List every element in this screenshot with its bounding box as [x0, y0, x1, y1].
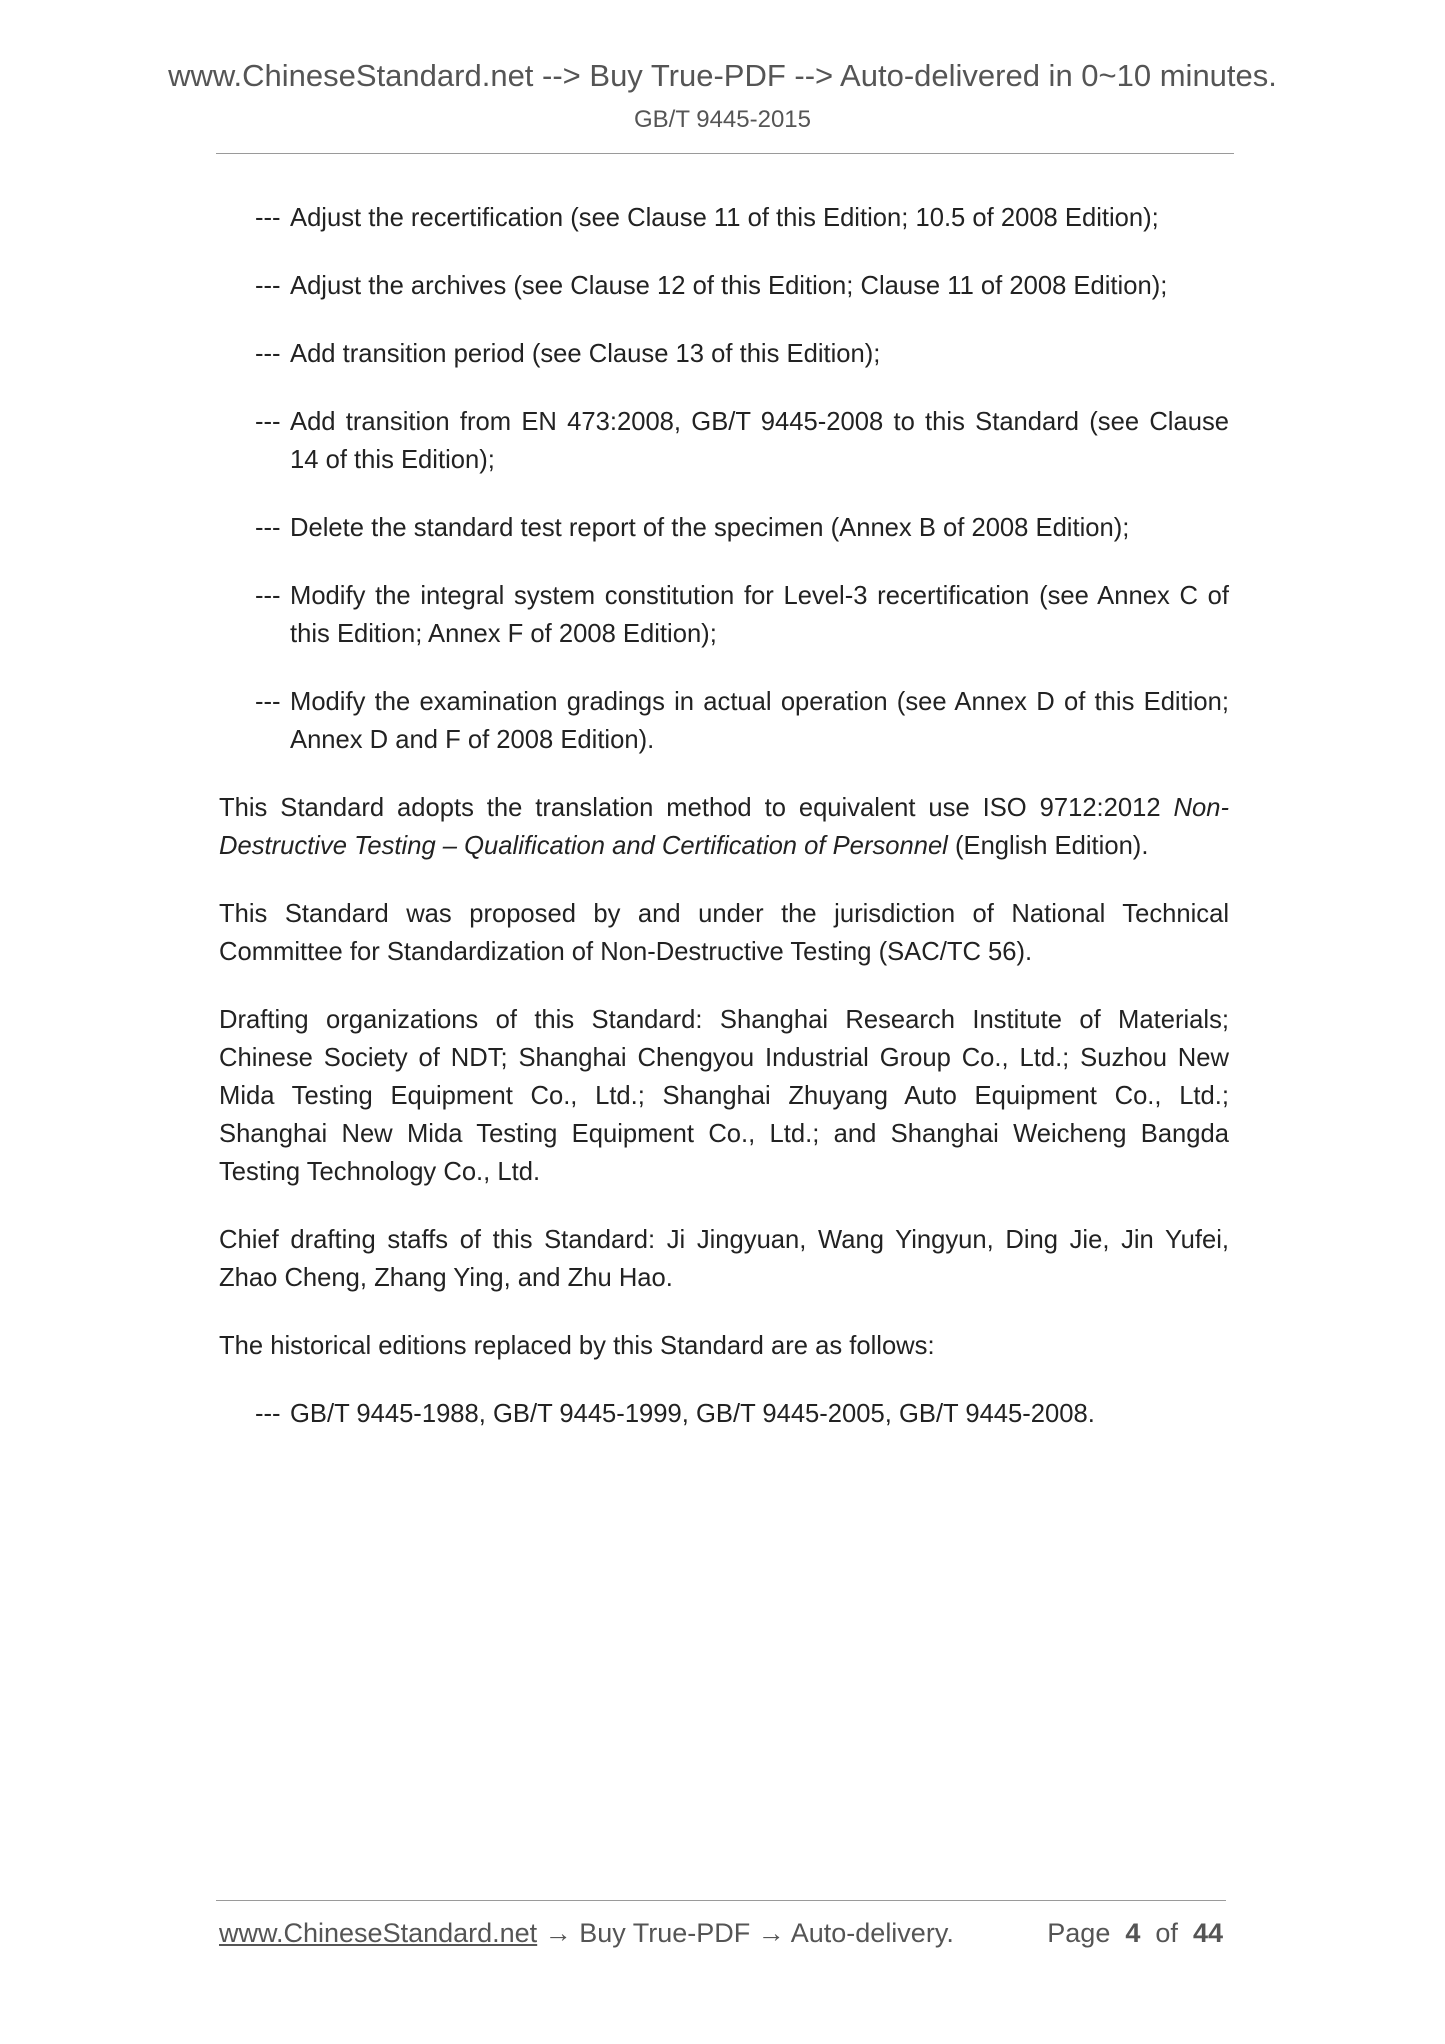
- list-item-text: Adjust the archives (see Clause 12 of this Edition; Clause 11 of 2008 Edition);: [290, 272, 1168, 300]
- page-number: 4: [1125, 1918, 1141, 1948]
- list-dash: ---: [255, 204, 281, 232]
- list-dash: ---: [255, 582, 281, 610]
- total-pages: 44: [1192, 1918, 1223, 1948]
- list-dash: ---: [255, 514, 281, 542]
- page-indicator: [1047, 1918, 1223, 1949]
- list-dash: ---: [255, 408, 281, 436]
- list-item-text: Modify the examination gradings in actual operation (see Annex D of this Edition; Annex D and F of 2008 Edition).: [290, 688, 1229, 754]
- list-item: [255, 335, 1229, 373]
- drafting-organizations-paragraph: Drafting organizations of this Standard: Shanghai Research Institute of Materials; Chinese Society of NDT; Shanghai Chengyou Industrial Group Co., Ltd.; Suzhou New Mida Testing Equipment Co., Ltd.; Shanghai Zhuyang Auto Equipment Co., Ltd.; Shanghai New Mida Testing Equipment Co., Ltd.; and Shanghai Weicheng Bangda Testing Technology Co., Ltd.: [219, 1006, 1229, 1186]
- list-item-text: Add transition from EN 473:2008, GB/T 9445-2008 to this Standard (see Clause 14 of this Edition);: [290, 408, 1229, 474]
- adopted-standard-title: Non-Destructive Testing – Qualification and Certification of Personnel: [219, 794, 1229, 860]
- footer-site-link[interactable]: www.ChineseStandard.net: [219, 1918, 538, 1948]
- list-dash: ---: [255, 1400, 281, 1428]
- list-item-text: GB/T 9445-1988, GB/T 9445-1999, GB/T 9445-2005, GB/T 9445-2008.: [290, 1400, 1095, 1428]
- header-banner: www.ChineseStandard.net --> Buy True-PDF --> Auto-delivered in 0~10 minutes.: [168, 58, 1277, 93]
- adoption-paragraph: [219, 789, 1229, 865]
- footer-promo: [219, 1918, 954, 1949]
- list-item: [255, 403, 1229, 479]
- chief-drafters-paragraph: Chief drafting staffs of this Standard: Ji Jingyuan, Wang Yingyun, Ding Jie, Jin Yufei, Zhao Cheng, Zhang Ying, and Zhu Hao.: [219, 1226, 1229, 1292]
- adoption-edition: (English Edition).: [947, 832, 1149, 860]
- standard-code: GB/T 9445-2015: [633, 106, 811, 133]
- list-item-text: Delete the standard test report of the specimen (Annex B of 2008 Edition);: [290, 514, 1130, 542]
- footer-divider: [216, 1900, 1226, 1901]
- header-divider: [216, 153, 1234, 154]
- list-item-text: Adjust the recertification (see Clause 11 of this Edition; 10.5 of 2008 Edition);: [290, 204, 1159, 232]
- page-label: Page: [1047, 1918, 1111, 1948]
- footer-promo-text: → Buy True-PDF → Auto-delivery.: [537, 1918, 954, 1948]
- proposed-paragraph: This Standard was proposed by and under the jurisdiction of National Technical Committee for Standardization of Non-Destructive Testing (SAC/TC 56).: [219, 900, 1229, 966]
- historical-editions-intro: The historical editions replaced by this Standard are as follows:: [219, 1332, 935, 1360]
- list-item-text: Modify the integral system constitution for Level-3 recertification (see Annex C of this Edition; Annex F of 2008 Edition);: [290, 582, 1229, 648]
- list-item: [255, 199, 1229, 237]
- list-dash: ---: [255, 340, 281, 368]
- list-item: [255, 683, 1229, 759]
- adoption-text: This Standard adopts the translation method to equivalent use ISO 9712:2012: [219, 794, 1174, 822]
- list-item: [255, 509, 1229, 547]
- list-item-text: Add transition period (see Clause 13 of this Edition);: [290, 340, 881, 368]
- list-item: [255, 1395, 1229, 1433]
- list-dash: ---: [255, 272, 281, 300]
- of-label: of: [1155, 1918, 1178, 1948]
- page-content: [219, 199, 1229, 1463]
- list-item: [255, 267, 1229, 305]
- list-dash: ---: [255, 688, 281, 716]
- list-item: [255, 577, 1229, 653]
